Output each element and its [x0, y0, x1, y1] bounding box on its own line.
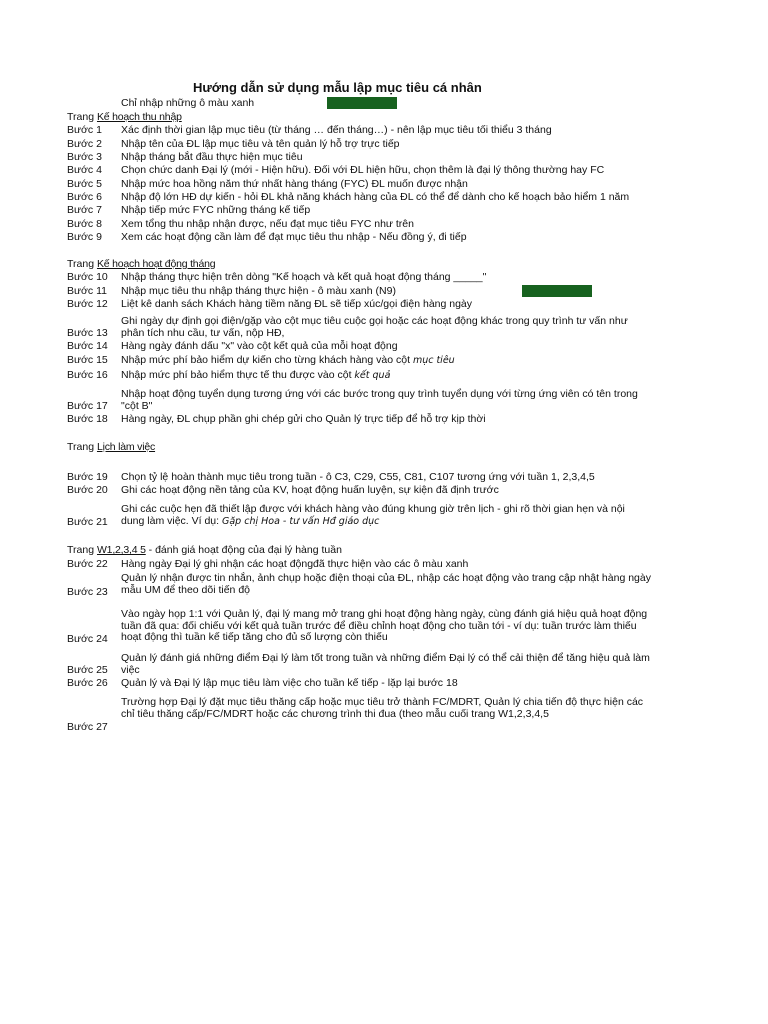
- sheet-link-weekly[interactable]: W1,2,3,4 5: [96, 544, 146, 556]
- step-label: Bước 15: [67, 354, 108, 366]
- step-label: Bước 19: [67, 471, 108, 483]
- step-label: Bước 7: [67, 204, 102, 216]
- section-header-weekly: Trang W1,2,3,4 5 - đánh giá hoạt động của đại lý hàng tuần: [67, 544, 342, 556]
- page-title: Hướng dẫn sử dụng mẫu lập mục tiêu cá nhân: [193, 80, 482, 95]
- step-label: Bước 12: [67, 298, 108, 310]
- section-header-calendar: Trang Lịch làm việc: [67, 441, 156, 453]
- sheet-link-income[interactable]: Kế hoạch thu nhập: [96, 111, 182, 123]
- step-label: Bước 6: [67, 191, 102, 203]
- step-label: Bước 22: [67, 558, 108, 570]
- step-text: Nhập tháng thực hiện trên dòng "Kế hoạch và kết quả hoạt động tháng _____": [121, 271, 487, 283]
- step-text: Chọn tỷ lệ hoàn thành mục tiêu trong tuần - ô C3, C29, C55, C81, C107 tương ứng với tuần 1, 2,3,4,5: [121, 471, 595, 483]
- step-text: Xem tổng thu nhập nhận được, nếu đạt mục tiêu FYC như trên: [121, 218, 414, 230]
- step-text: Vào ngày họp 1:1 với Quản lý, đại lý mang mở trang ghi hoạt động hàng ngày, cùng đánh giá hiệu quả hoạt động tuần đã qua: đối chiếu với kết quả tuần trước để điều chỉnh hoạt động cho tuần tới - ví dụ: tuần trước làm thiếu hoạt động thì tuần kế tiếp tăng cho đủ số lượng còn thiếu: [121, 608, 648, 643]
- step-label: Bước 8: [67, 218, 102, 230]
- step-text: Nhập tên của ĐL lập mục tiêu và tên quản lý hỗ trợ trực tiếp: [121, 138, 400, 150]
- step-label: Bước 2: [67, 138, 102, 150]
- step-label: Bước 14: [67, 340, 108, 352]
- step-text: Nhập hoạt động tuyển dụng tương ứng với các bước trong quy trình tuyển dụng với từng ứng viên có tên trong "cột B": [121, 388, 638, 412]
- step-label: Bước 26: [67, 677, 108, 689]
- step-label: Bước 21: [67, 516, 108, 528]
- step-label: Bước 17: [67, 400, 108, 412]
- step-label: Bước 24: [67, 633, 108, 645]
- step-text: Nhập mức phí bảo hiểm thực tế thu được vào cột kết quả: [121, 369, 391, 381]
- step-label: Bước 16: [67, 369, 108, 381]
- step-text: Nhập tiếp mức FYC những tháng kế tiếp: [121, 204, 311, 216]
- step-text: Hàng ngày, ĐL chụp phần ghi chép gửi cho Quản lý trực tiếp để hỗ trợ kịp thời: [121, 413, 486, 425]
- step-text: Hàng ngày Đại lý ghi nhận các hoạt độngđã thực hiện vào các ô màu xanh: [121, 558, 469, 570]
- step-label: Bước 13: [67, 327, 108, 339]
- sheet-link-activity[interactable]: Kế hoạch hoạt động tháng: [96, 258, 216, 270]
- step-text: Liệt kê danh sách Khách hàng tiềm năng ĐL sẽ tiếp xúc/gọi điện hàng ngày: [121, 298, 473, 310]
- step-label: Bước 11: [67, 285, 107, 297]
- step-text: Nhập mức hoa hồng năm thứ nhất hàng tháng (FYC) ĐL muốn được nhận: [121, 178, 468, 190]
- step-label: Bước 23: [67, 586, 108, 598]
- step-text: Quản lý đánh giá những điểm Đại lý làm tốt trong tuần và những điểm Đại lý có thể cải thiện để tăng hiệu quả làm việc: [121, 652, 650, 676]
- step-label: Bước 20: [67, 484, 108, 496]
- step-text: Nhập mức phí bảo hiểm dự kiến cho từng khách hàng vào cột mục tiêu: [121, 354, 455, 366]
- section-header-activity: Trang Kế hoạch hoạt động tháng: [67, 258, 216, 270]
- sheet-link-calendar[interactable]: Lịch làm việc: [96, 441, 156, 453]
- green-input-n9: [522, 285, 592, 297]
- step-label: Bước 5: [67, 178, 102, 190]
- step-label: Bước 27: [67, 721, 108, 733]
- step-text: Quản lý nhận được tin nhắn, ảnh chụp hoặc điện thoại của ĐL, nhập các hoạt động vào trang cập nhật hàng ngày mẫu UM để theo dõi tiến độ: [121, 572, 651, 596]
- step-text: Nhập mục tiêu thu nhập tháng thực hiện - ô màu xanh (N9): [121, 285, 396, 297]
- section-header-income: Trang Kế hoạch thu nhập: [67, 111, 182, 123]
- step-label: Bước 9: [67, 231, 102, 243]
- step-text: Ghi các cuộc hẹn đã thiết lập được với khách hàng vào đúng khung giờ trên lịch - ghi rõ thời gian hẹn và nội dung làm việc. Ví dụ: Gặp chị Hoa - tư vấn Hđ giáo dục: [121, 503, 625, 527]
- step-text: Ghi ngày dự định gọi điện/gặp vào cột mục tiêu cuộc gọi hoặc các hoạt động khác trong quy trình tư vấn như phân tích nhu cầu, tư vấn, nộp HĐ,: [121, 315, 628, 339]
- step-label: Bước 1: [67, 124, 102, 136]
- step-label: Bước 3: [67, 151, 102, 163]
- step-text: Quản lý và Đại lý lập mục tiêu làm việc cho tuần kế tiếp - lặp lại bước 18: [121, 677, 458, 689]
- step-text: Xác định thời gian lập mục tiêu (từ tháng … đến tháng…) - nên lập mục tiêu tối thiểu 3 tháng: [121, 124, 552, 136]
- step-label: Bước 25: [67, 664, 108, 676]
- step-label: Bước 4: [67, 164, 102, 176]
- step-text: Hàng ngày đánh dấu "x" vào cột kết quả của mỗi hoạt động: [121, 340, 398, 352]
- step-label: Bước 18: [67, 413, 108, 425]
- step-text: Ghi các hoạt động nền tảng của KV, hoạt động huấn luyện, sự kiện đã định trước: [121, 484, 499, 496]
- input-note: Chỉ nhập những ô màu xanh: [121, 97, 255, 109]
- step-text: Nhập độ lớn HĐ dự kiến - hỏi ĐL khả năng khách hàng của ĐL có thể để dành cho kế hoạch bảo hiểm 1 năm: [121, 191, 630, 203]
- step-text: Trường hợp Đại lý đặt mục tiêu thăng cấp hoặc mục tiêu trở thành FC/MDRT, Quản lý chia tiến độ thực hiện các chỉ tiêu thăng cấp/FC/MDRT hoặc các chương trình thi đua (theo mẫu cuối trang W1,2,3,4,5: [121, 696, 644, 720]
- green-input-sample: [327, 97, 397, 109]
- step-label: Bước 10: [67, 271, 108, 283]
- step-text: Chọn chức danh Đại lý (mới - Hiện hữu). Đối với ĐL hiện hữu, chọn thêm là đại lý thông thường hay FC: [121, 164, 605, 176]
- step-text: Nhập tháng bắt đầu thực hiện mục tiêu: [121, 151, 303, 163]
- step-text: Xem các hoạt động cần làm để đạt mục tiêu thu nhập - Nếu đồng ý, đi tiếp: [121, 231, 467, 243]
